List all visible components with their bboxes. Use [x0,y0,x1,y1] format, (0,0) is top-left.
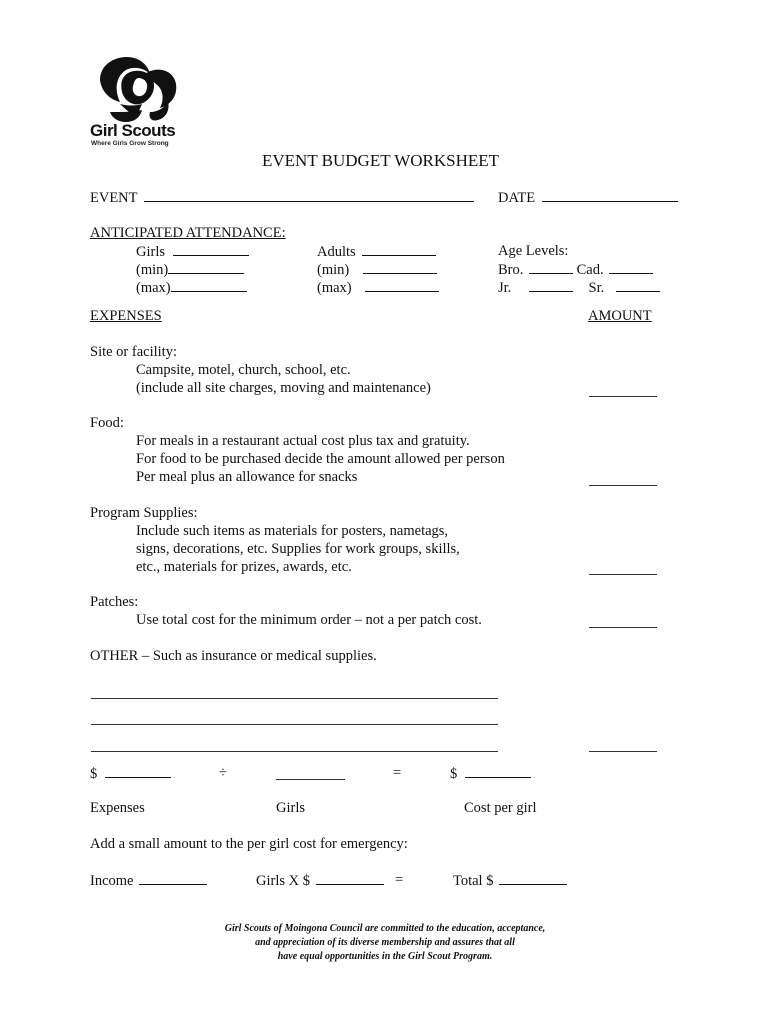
expenses-total-row [90,765,171,783]
food-amount-field[interactable] [589,485,657,486]
footer-line-2: and appreciation of its diverse membership and assures that all [255,937,515,948]
patches-label: Patches: [90,594,139,610]
girls-max-field[interactable] [171,279,247,292]
cost-per-girl-row [450,765,531,783]
sr-field[interactable] [616,279,660,292]
age-row-2 [498,279,660,297]
page-title: EVENT BUDGET WORKSHEET [262,151,500,170]
adults-min-row [317,261,437,279]
site-amount-field[interactable] [589,396,657,397]
program-amount-field[interactable] [589,574,657,575]
expenses-total-field[interactable] [105,765,171,778]
girls-x-label: Girls X $ [256,873,310,889]
event-label: EVENT [90,190,138,206]
girls-x-field[interactable] [316,872,384,885]
brand-tagline: Where Girls Grow Strong [91,140,169,147]
jr-field[interactable] [529,279,573,292]
patches-line-1: Use total cost for the minimum order – not a per patch cost. [136,612,482,628]
girls-max-row [136,279,247,297]
emergency-note: Add a small amount to the per girl cost for emergency: [90,836,408,852]
income-field[interactable] [139,872,207,885]
adults-label: Adults [317,244,356,260]
girls-min-field[interactable] [168,261,244,274]
income-equals: = [395,872,404,888]
program-label: Program Supplies: [90,505,198,521]
age-row-1 [498,261,653,279]
bro-field[interactable] [529,261,573,274]
brand-name: Girl Scouts [90,121,176,140]
cad-field[interactable] [609,261,653,274]
girls-caption: Girls [276,800,305,816]
other-amount-field[interactable] [589,751,657,752]
adults-max-row [317,279,439,297]
total-row [453,872,567,890]
adults-max-label: (max) [317,280,352,296]
total-label: Total $ [453,873,494,889]
other-line-2[interactable] [91,724,498,725]
food-line-2: For food to be purchased decide the amount allowed per person [136,451,505,467]
income-row [90,872,207,890]
program-line-1: Include such items as materials for posters, nametags, [136,523,449,539]
program-line-2: signs, decorations, etc. Supplies for work groups, skills, [136,541,460,557]
girls-max-label: (max) [136,280,171,296]
patches-amount-field[interactable] [589,627,657,628]
girls-field[interactable] [173,243,249,256]
girls-x-row [256,872,384,890]
date-row [498,189,678,207]
dollar-sign: $ [90,766,98,782]
cad-label: Cad. [576,262,604,278]
divide-sign: ÷ [219,765,227,781]
sr-label: Sr. [588,280,605,296]
event-field[interactable] [144,189,474,202]
site-label: Site or facility: [90,344,177,360]
attendance-heading: ANTICIPATED ATTENDANCE: [90,225,286,241]
girls-label: Girls [136,244,165,260]
income-label: Income [90,873,134,889]
food-label: Food: [90,415,124,431]
girls-row [136,243,249,261]
adults-min-label: (min) [317,262,350,278]
site-line-2: (include all site charges, moving and maintenance) [136,380,431,396]
girls-min-row [136,261,244,279]
program-line-3: etc., materials for prizes, awards, etc. [136,559,352,575]
date-field[interactable] [542,189,678,202]
food-line-3: Per meal plus an allowance for snacks [136,469,358,485]
expenses-caption: Expenses [90,800,145,816]
total-field[interactable] [499,872,567,885]
girls-min-label: (min) [136,262,169,278]
adults-max-field[interactable] [365,279,439,292]
amount-heading: AMOUNT [588,308,652,324]
footer-statement [150,922,620,964]
jr-label: Jr. [498,280,512,296]
bro-label: Bro. [498,262,524,278]
dollar-sign: $ [450,766,458,782]
adults-field[interactable] [362,243,436,256]
other-line-3[interactable] [91,751,498,752]
cost-per-girl-field[interactable] [465,765,531,778]
food-line-1: For meals in a restaurant actual cost plus tax and gratuity. [136,433,470,449]
footer-line-1: Girl Scouts of Moingona Council are committed to the education, acceptance, [224,923,546,934]
expenses-heading: EXPENSES [90,308,162,324]
adults-row [317,243,436,261]
adults-min-field[interactable] [363,261,437,274]
other-label: OTHER – Such as insurance or medical supplies. [90,648,377,664]
cost-per-girl-caption: Cost per girl [464,800,537,816]
girls-count-field[interactable] [276,779,345,780]
event-row [90,189,474,207]
other-line-1[interactable] [91,698,498,699]
equals-sign: = [393,765,402,781]
site-line-1: Campsite, motel, church, school, etc. [136,362,351,378]
footer-line-3: have equal opportunities in the Girl Scout Program. [277,951,493,962]
age-levels-label: Age Levels: [498,243,569,259]
date-label: DATE [498,190,536,206]
